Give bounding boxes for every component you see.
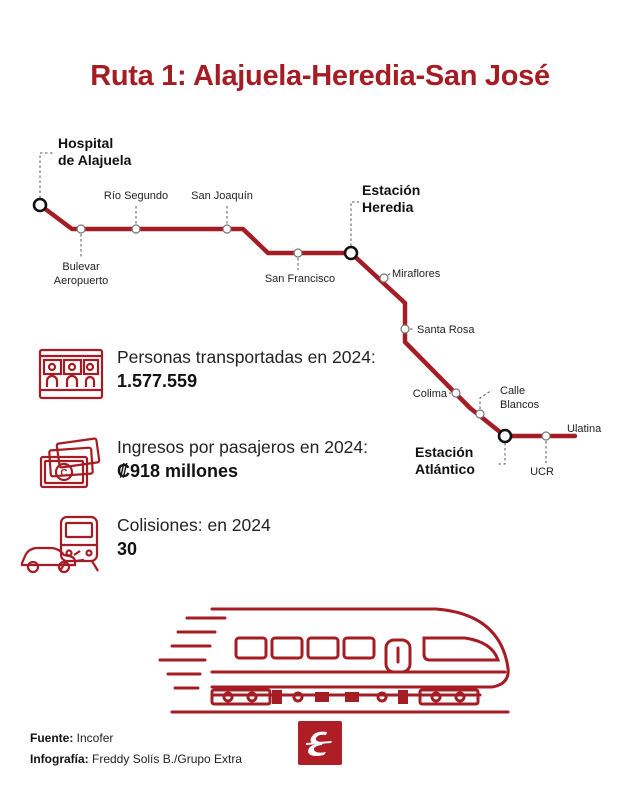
stat-income: [0, 437, 640, 507]
station-ring-heredia: [345, 247, 357, 259]
footer-source-value: Incofer: [73, 731, 114, 745]
station-heredia-line2: Heredia: [362, 199, 414, 215]
grupo-extra-logo: [298, 721, 342, 765]
stat-collisions-value: 30: [117, 539, 138, 559]
station-santa-rosa: Santa Rosa: [417, 324, 475, 336]
station-heredia-line1: Estación: [362, 182, 421, 198]
station-ulatina: Ulatina: [567, 423, 602, 435]
stat-income-value: ₡918 millones: [117, 461, 239, 481]
station-dot-santa-rosa: [401, 325, 409, 333]
extra-logo-icon: [298, 721, 342, 765]
svg-text:C: C: [60, 468, 68, 479]
money-icon: [0, 437, 110, 497]
footer-source: [30, 731, 113, 745]
stat-collisions: [0, 515, 640, 585]
station-hospital-line1: Hospital: [58, 135, 114, 151]
passengers-icon: [0, 347, 110, 407]
footer-credit-value: Freddy Solís B./Grupo Extra: [88, 752, 243, 766]
stat-passengers-label: Personas transportadas en 2024:: [117, 347, 376, 367]
station-dot-san-francisco: [294, 249, 302, 257]
station-calle-blancos-line2: Blancos: [500, 399, 540, 411]
station-dot-bulevar: [77, 225, 85, 233]
station-colima: Colima: [412, 388, 447, 400]
station-ring-hospital: [34, 199, 46, 211]
footer-credit: [30, 752, 242, 766]
station-dot-miraflores: [380, 274, 388, 282]
station-hospital-line2: de Alajuela: [58, 152, 132, 168]
stat-collisions-label: Colisiones: en 2024: [117, 515, 271, 535]
station-bulevar-line2: Aeropuerto: [53, 275, 109, 287]
station-miraflores: Miraflores: [392, 268, 441, 280]
collision-icon: [0, 515, 110, 577]
page-title: Ruta 1: Alajuela-Heredia-San José: [90, 60, 550, 92]
footer-credit-label: Infografía:: [30, 752, 89, 766]
station-bulevar-line1: Bulevar: [62, 261, 100, 273]
station-san-joaquin: San Joaquín: [191, 190, 253, 202]
station-san-francisco: San Francisco: [264, 273, 336, 285]
stat-passengers: [0, 347, 640, 417]
station-atlantico-line1: Estación: [415, 444, 474, 460]
footer-source-label: Fuente:: [30, 731, 74, 745]
station-dot-san-joaquin: [223, 225, 231, 233]
station-calle-blancos-line1: Calle: [500, 385, 526, 397]
station-atlantico-line2: Atlántico: [415, 461, 475, 477]
station-dot-rio-segundo: [132, 225, 140, 233]
station-ucr: UCR: [530, 466, 554, 478]
stat-passengers-value: 1.577.559: [117, 371, 198, 391]
station-rio-segundo: Río Segundo: [103, 190, 169, 202]
stat-income-label: Ingresos por pasajeros en 2024:: [117, 437, 368, 457]
